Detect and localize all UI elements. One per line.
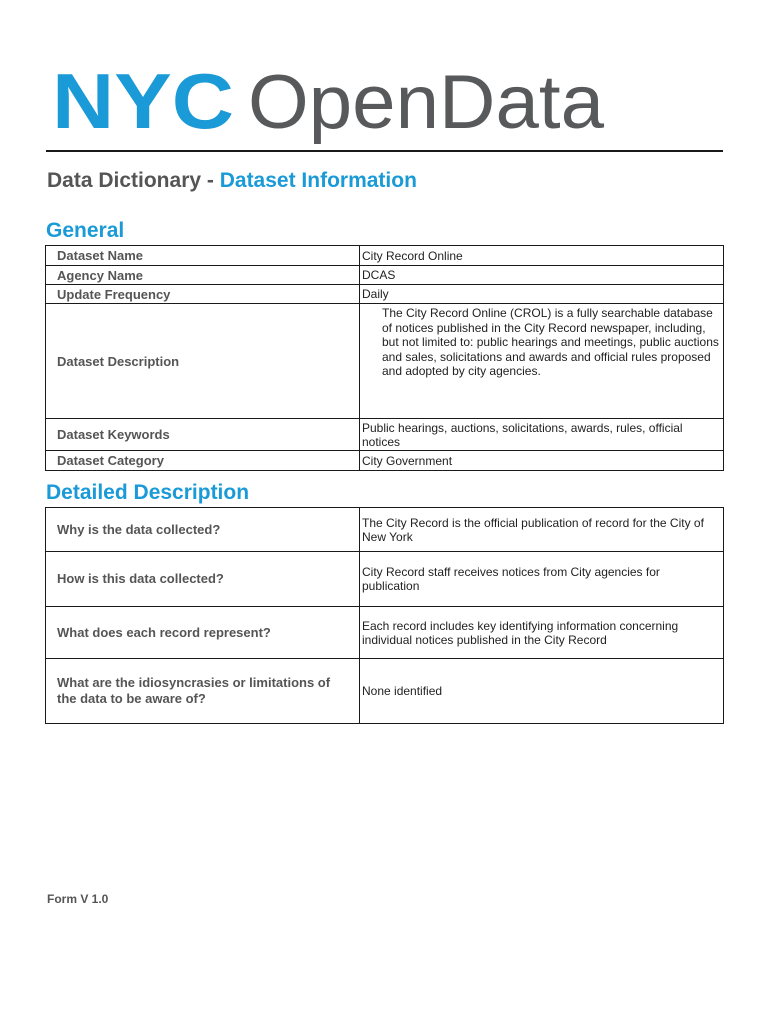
logo-opendata-text: OpenData [248,62,605,144]
dataset-name-label: Dataset Name [46,246,360,266]
record-represent-question: What does each record represent? [46,607,360,659]
table-row [46,246,724,266]
title-accent: Dataset Information [219,169,417,192]
record-represent-answer: Each record includes key identifying information concerning individual notices published in the City Record [360,607,724,659]
table-row [46,285,724,304]
agency-name-value: DCAS [360,266,724,285]
table-row [46,552,724,607]
form-version: Form V 1.0 [47,892,109,906]
dataset-description-label: Dataset Description [46,304,360,419]
table-row [46,419,724,451]
dataset-category-value: City Government [360,451,724,471]
detailed-description-heading: Detailed Description [46,481,250,504]
limitations-question: What are the idiosyncrasies or limitations of the data to be aware of? [46,659,360,724]
table-row [46,266,724,285]
update-frequency-value: Daily [360,285,724,304]
how-collected-answer: City Record staff receives notices from City agencies for publication [360,552,724,607]
table-row [46,304,724,419]
dataset-category-label: Dataset Category [46,451,360,471]
general-heading: General [46,219,125,242]
header-divider [46,150,723,152]
how-collected-question: How is this data collected? [46,552,360,607]
dataset-name-value: City Record Online [360,246,724,266]
limitations-answer: None identified [360,659,724,724]
agency-name-label: Agency Name [46,266,360,285]
why-collected-answer: The City Record is the official publication of record for the City of New York [360,508,724,552]
title-prefix: Data Dictionary - [47,169,220,192]
table-row [46,607,724,659]
logo-nyc-text: NYC [52,62,234,144]
nyc-opendata-logo [52,62,612,144]
general-table [45,245,724,471]
table-row [46,508,724,552]
table-row [46,451,724,471]
page-title [47,169,417,193]
dataset-keywords-value: Public hearings, auctions, solicitations, awards, rules, official notices [360,419,724,451]
update-frequency-label: Update Frequency [46,285,360,304]
detailed-description-table [45,507,724,724]
table-row [46,659,724,724]
why-collected-question: Why is the data collected? [46,508,360,552]
dataset-keywords-label: Dataset Keywords [46,419,360,451]
dataset-description-value: The City Record Online (CROL) is a fully searchable database of notices published in the City Record newspaper, including, but not limited to: public hearings and meetings, public auctions and sales, solicitations and awards and official rules proposed and adopted by city agencies. [360,304,724,419]
